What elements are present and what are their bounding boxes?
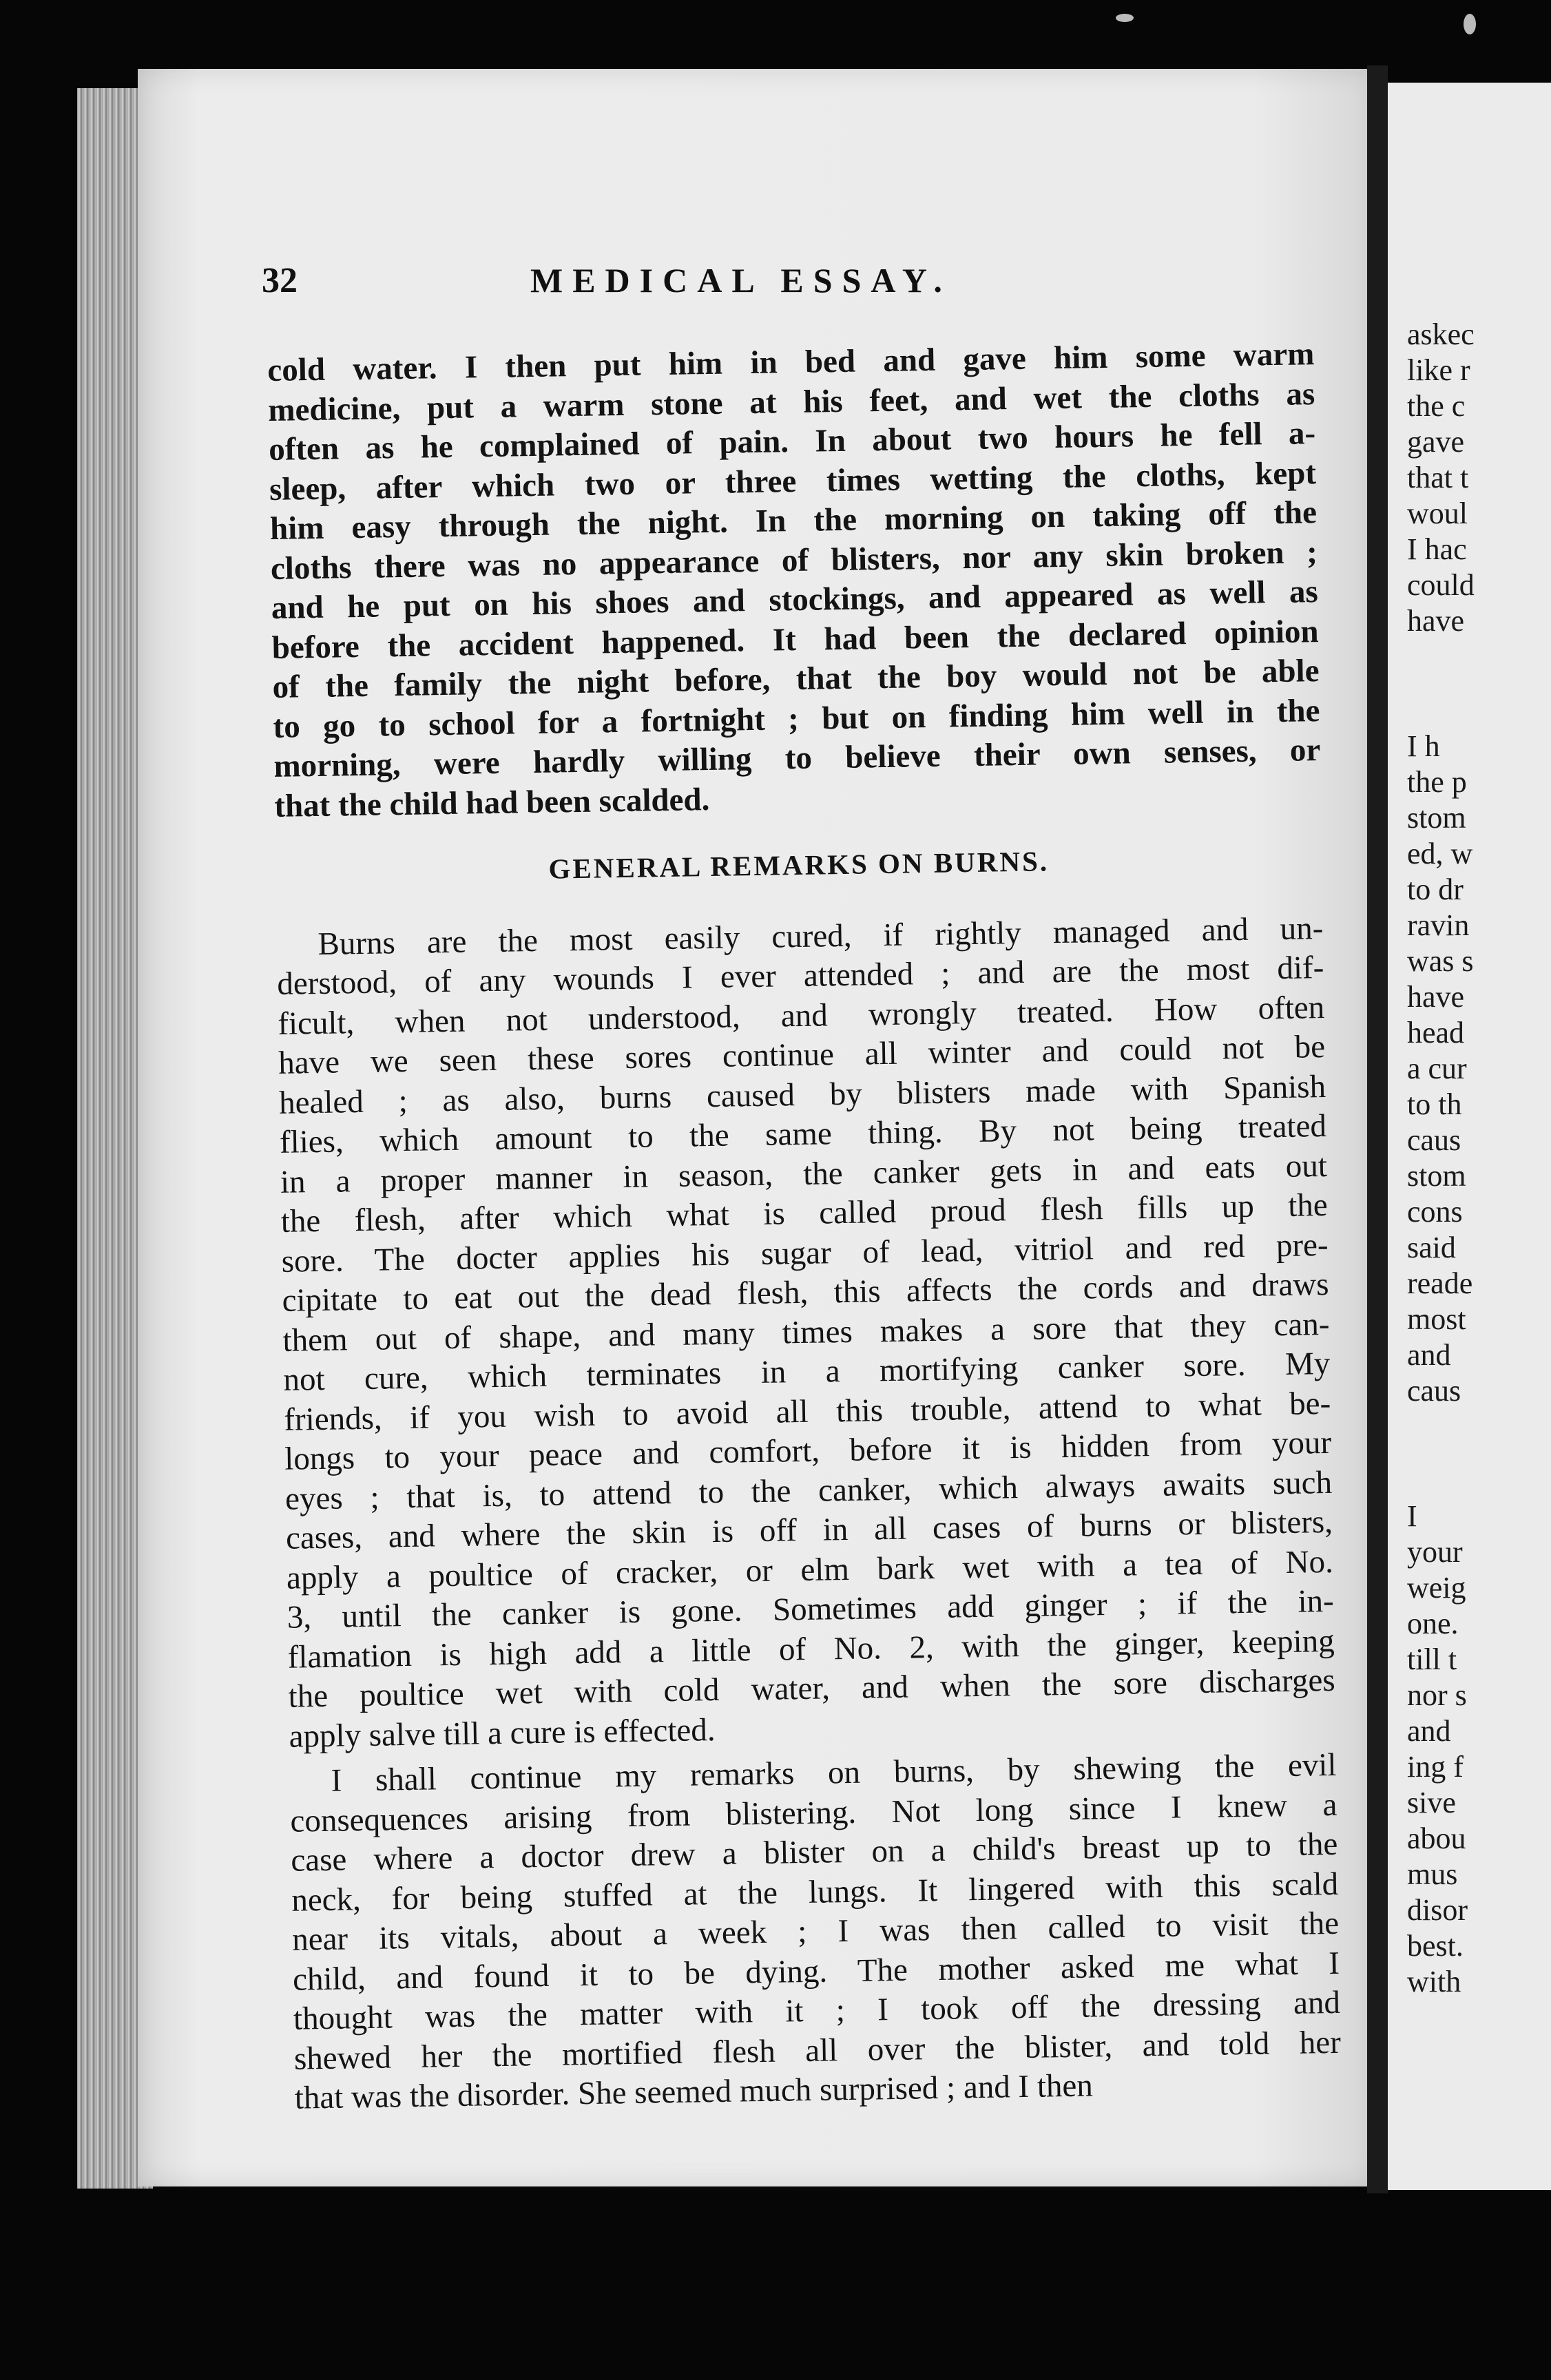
facing-page-fragment: have — [1407, 980, 1465, 1014]
facing-page-fragment: your — [1407, 1535, 1463, 1569]
facing-page-fragment: the c — [1407, 389, 1466, 423]
facing-page-fragment: with — [1407, 1965, 1461, 1998]
facing-page-fragment: abou — [1407, 1821, 1466, 1855]
facing-page-fragment: cons — [1407, 1195, 1463, 1229]
page-body — [267, 335, 1342, 2118]
text-line: the poultice wet with cold water, and when the sore discharges — [288, 1662, 1335, 1715]
text-line: cases, and where the skin is off in all cases of burns or blisters, — [285, 1503, 1333, 1556]
text-line: him easy through the night. In the morning on taking off the — [269, 494, 1318, 547]
text-line: Burns are the most easily cured, if rightly managed and un- — [318, 910, 1324, 962]
text-line: derstood, of any wounds I ever attended ; and are the most dif- — [277, 950, 1324, 1002]
facing-page-fragment: askec — [1407, 317, 1475, 351]
opening-paragraph — [267, 335, 1322, 826]
text-line: have we seen these sores continue all winter and could not be — [278, 1029, 1326, 1081]
facing-page-fragment: stom — [1407, 801, 1466, 835]
text-line: them out of shape, and many times makes a sore that they can- — [282, 1306, 1330, 1359]
facing-page-fragment: have — [1407, 604, 1465, 638]
text-line: apply salve till a cure is effected. — [289, 1711, 716, 1755]
text-line: eyes ; that is, to attend to the canker, which always awaits such — [284, 1464, 1333, 1517]
text-line: sleep, after which two or three times wetting the cloths, kept — [269, 455, 1317, 508]
text-line: morning, were hardly willing to believe their own senses, or — [273, 732, 1321, 784]
text-line: in a proper manner in season, the canker gets in and eats out — [280, 1147, 1328, 1200]
text-line: cipitate to eat out the dead flesh, this affects the cords and draws — [282, 1266, 1329, 1319]
facing-page-fragment: was s — [1407, 944, 1474, 978]
text-line: near its vitals, about a week ; I was then called to visit the — [291, 1905, 1340, 1958]
text-line: healed ; as also, burns caused by blisters made with Spanish — [278, 1068, 1326, 1121]
text-line: that was the disorder. She seemed much surprised ; and I then — [294, 2067, 1094, 2116]
facing-page-fragment: ing f — [1407, 1750, 1464, 1784]
facing-page-fragment: disor — [1407, 1893, 1468, 1927]
dust-speck — [1116, 14, 1134, 22]
facing-page-fragment: I — [1407, 1499, 1417, 1533]
facing-page-fragment: head — [1407, 1016, 1465, 1050]
facing-page-fragment: nor s — [1407, 1678, 1467, 1712]
facing-page-fragment: could — [1407, 568, 1475, 602]
running-title: MEDICAL ESSAY. — [530, 261, 952, 300]
facing-page — [1388, 83, 1551, 2190]
text-line: ficult, when not understood, and wrongly treated. How often — [277, 989, 1325, 1042]
facing-page-fragment: and — [1407, 1338, 1451, 1372]
text-line: child, and found it to be dying. The mother asked me what I — [292, 1945, 1340, 1998]
text-line: I shall continue my remarks on burns, by shewing the evil — [331, 1746, 1337, 1799]
text-line: consequences arising from blistering. Not long since I knew a — [290, 1786, 1337, 1839]
dust-speck — [1464, 14, 1476, 34]
text-line: medicine, put a warm stone at his feet, and wet the cloths as — [267, 375, 1315, 428]
facing-page-fragment: ed, w — [1407, 837, 1473, 870]
text-line: apply a poultice of cracker, or elm bark wet with a tea of No. — [286, 1543, 1334, 1596]
text-line: that the child had been scalded. — [273, 781, 710, 824]
blistering-paragraph — [289, 1746, 1342, 2118]
facing-page-fragment: I h — [1407, 729, 1440, 763]
facing-page-fragment: caus — [1407, 1374, 1461, 1408]
fragment-gap — [1407, 639, 1475, 729]
facing-page-fragment: stom — [1407, 1159, 1466, 1193]
facing-page-fragment: most — [1407, 1302, 1466, 1336]
text-line: longs to your peace and comfort, before it is hidden from your — [284, 1424, 1332, 1477]
text-line: sore. The docter applies his sugar of lead, vitriol and red pre- — [281, 1226, 1329, 1280]
facing-page-fragment: till t — [1407, 1642, 1457, 1676]
text-line: 3, until the canker is gone. Sometimes add ginger ; if the in- — [287, 1583, 1335, 1636]
text-line: the flesh, after which what is called proud flesh fills up the — [280, 1187, 1329, 1240]
facing-page-fragment: I hac — [1407, 532, 1467, 566]
page-number: 32 — [262, 261, 298, 300]
facing-page-fragment: to dr — [1407, 873, 1464, 906]
text-line: friends, if you wish to avoid all this trouble, attend to what be- — [283, 1385, 1331, 1438]
book-gutter — [1367, 65, 1388, 2193]
text-line: and he put on his shoes and stockings, and appeared as well as — [271, 574, 1319, 626]
text-line: flamation is high add a little of No. 2, with the ginger, keeping — [287, 1622, 1335, 1676]
facing-page-fragment: weig — [1407, 1571, 1466, 1605]
text-line: thought was the matter with it ; I took off the dressing and — [293, 1984, 1341, 2037]
facing-page-fragment: best. — [1407, 1929, 1464, 1963]
facing-page-fragment: said — [1407, 1231, 1456, 1264]
burns-paragraph — [276, 909, 1336, 1757]
facing-page-fragment: the p — [1407, 765, 1467, 799]
facing-page-fragment: a cur — [1407, 1052, 1467, 1085]
text-line: cold water. I then put him in bed and gave him some warm — [267, 336, 1315, 388]
text-line: cloths there was no appearance of blisters, nor any skin broken ; — [270, 534, 1318, 587]
facing-page-fragment: ravin — [1407, 908, 1470, 942]
fragment-gap — [1407, 1409, 1475, 1499]
text-line: before the accident happened. It had been the declared opinion — [271, 613, 1319, 666]
facing-page-fragment: mus — [1407, 1857, 1458, 1891]
section-heading: GENERAL REMARKS ON BURNS. — [548, 845, 1050, 885]
text-line: flies, which amount to the same thing. By not being treated — [279, 1107, 1327, 1160]
text-line: case where a doctor drew a blister on a child's breast up to the — [291, 1826, 1338, 1879]
text-line: shewed her the mortified flesh all over the blister, and told her — [293, 2024, 1342, 2077]
facing-page-fragment: and — [1407, 1714, 1451, 1748]
facing-page-text — [1407, 317, 1475, 2000]
facing-page-fragment: reade — [1407, 1266, 1473, 1300]
text-line: to go to school for a fortnight ; but on finding him well in the — [273, 692, 1320, 745]
facing-page-fragment: that t — [1407, 461, 1469, 494]
text-line: often as he complained of pain. In about two hours he fell a- — [268, 415, 1316, 468]
facing-page-fragment: woul — [1407, 497, 1468, 530]
facing-page-fragment: like r — [1407, 353, 1470, 387]
facing-page-fragment: caus — [1407, 1123, 1461, 1157]
facing-page-fragment: sive — [1407, 1786, 1456, 1819]
text-line: of the family the night before, that the boy would not be able — [272, 653, 1320, 705]
text-line: neck, for being stuffed at the lungs. It lingered with this scald — [291, 1866, 1339, 1919]
text-line: not cure, which terminates in a mortifying canker sore. My — [283, 1345, 1331, 1398]
facing-page-fragment: to th — [1407, 1087, 1462, 1121]
facing-page-fragment: one. — [1407, 1607, 1459, 1640]
running-head — [262, 260, 1309, 309]
facing-page-fragment: gave — [1407, 425, 1465, 459]
